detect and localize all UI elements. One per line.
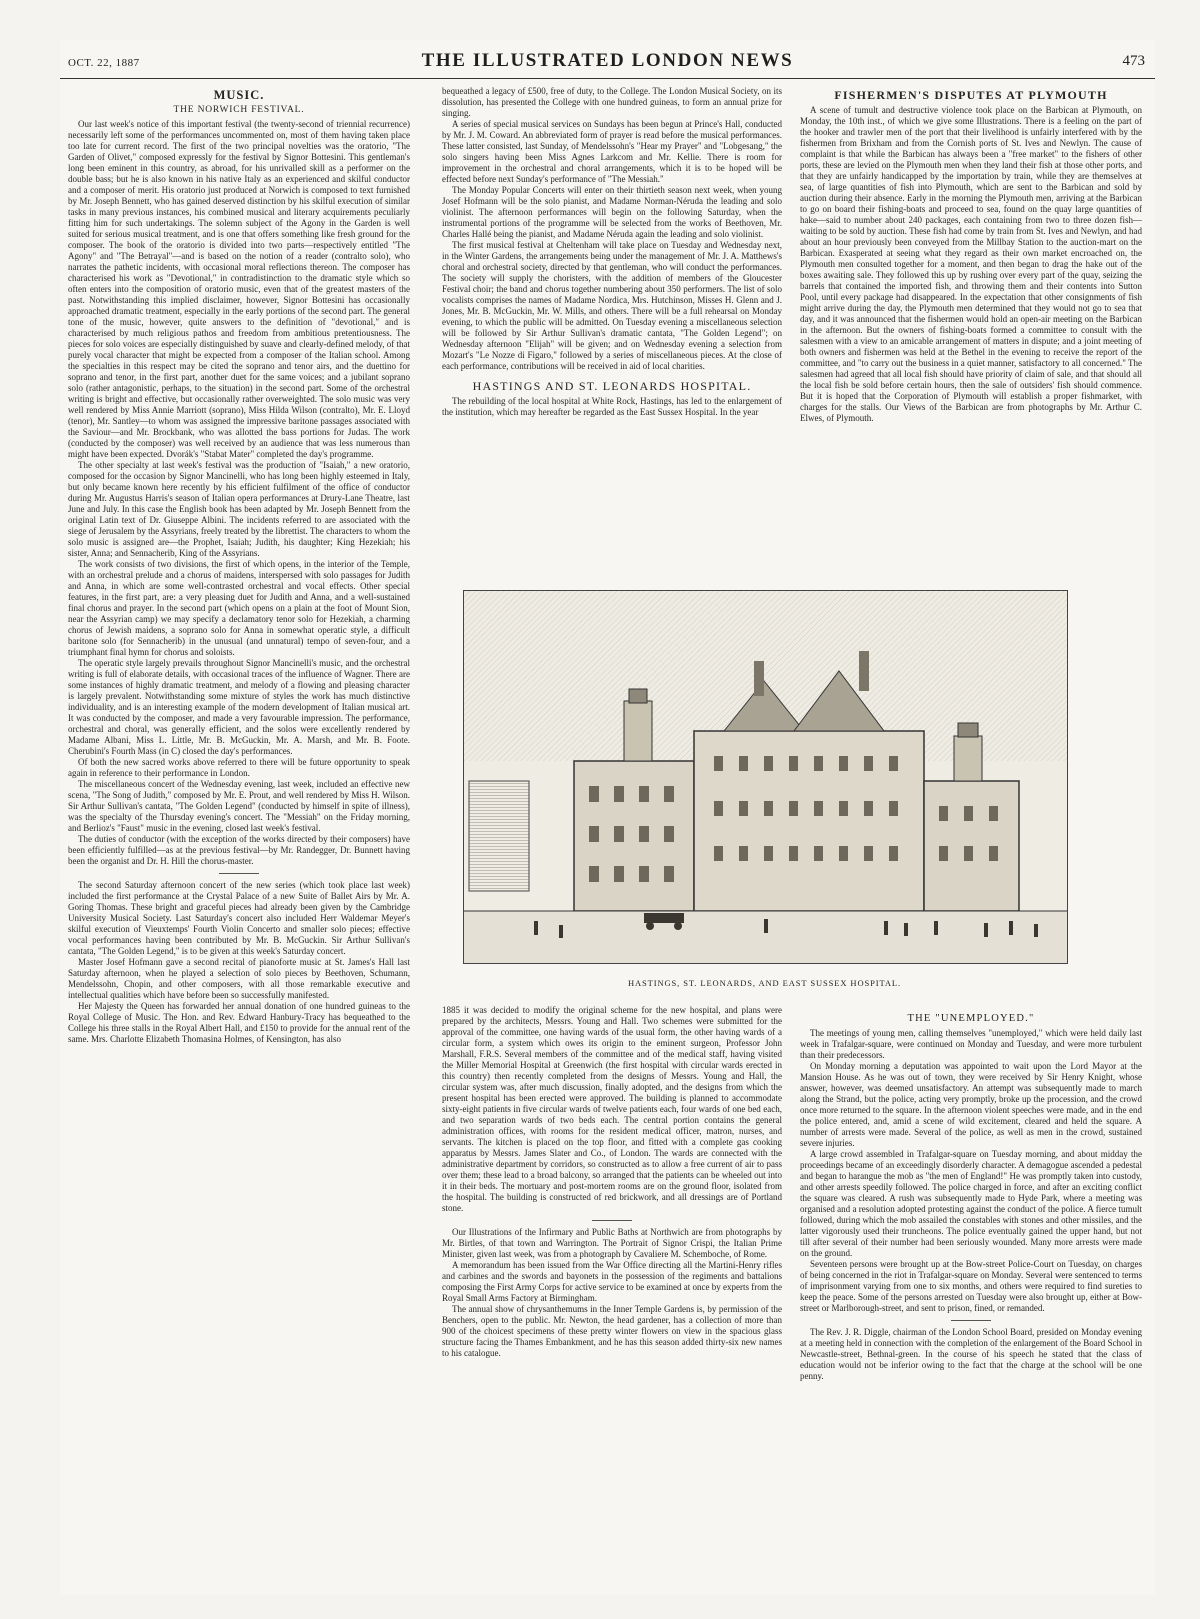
music-continued-column xyxy=(442,86,782,566)
norwich-festival-subheading: THE NORWICH FESTIVAL. xyxy=(173,105,305,115)
music-heading: MUSIC. xyxy=(213,88,265,102)
fishermen-heading: FISHERMEN'S DISPUTES AT PLYMOUTH xyxy=(834,88,1108,102)
article-paragraph: The rebuilding of the local hospital at White Rock, Hastings, has led to the enlargement of the institution, which may hereafter be regarded as the East Sussex Hospital. In the year xyxy=(442,396,782,417)
article-paragraph: 1885 it was decided to modify the original scheme for the new hospital, and plans were prepared by the architects, Messrs. Young and Hall. Two schemes were submitted for the approval of the committee, one having wards of the usual form, the other having wards of a circular form, a system which owes its origin to the eminent surgeon, Professor John Marshall, F.R.S. Several members of the committee and of the medical staff, having visited the Miller Memorial Hospital at Greenwich (the first hospital with circular wards erected in this country) then recently completed from the designs of Messrs. Young and Hall, the circular system was, after much discussion, finally adopted, and the designs from which the present hospital has been erected were approved. The building is planned to accommodate sixty-eight patients in five circular wards of twelve patients each, four wards of one bed each, and two separation wards of two beds each. The central portion contains the general administration offices, with rooms for the resident medical officer, matron, nurses, and servants. The kitchen is placed on the top floor, and fitted with a complete gas cooking apparatus by Messrs. James Slater and Co., of London. The wards are connected with the administrative department by corridors, so constructed as to allow a free current of air to pass over them; these lead to a broad balcony, so arranged that the patients can be wheeled out into it in their beds. The mortuary and post-mortem rooms are on the ground floor, isolated from the hospital. The building is constructed of red brickwork, and all dressings are of Portland stone. xyxy=(442,1005,782,1213)
article-paragraph: A large crowd assembled in Trafalgar-square on Tuesday morning, and about midday the proceedings became of an exceedingly disorderly character. A demagogue ascended a pedestal and began to harangue the mob as "the men of England!" He was promptly taken into custody, and other arrests speedily followed. The police charged in force, and after an exciting conflict the square was cleared. A rush was subsequently made to Hyde Park, where a meeting was organised and a resolution adopted protesting against the conduct of the police. A fierce tumult followed, during which the mob assailed the constables with stones and other missiles, and the latter vigorously used their truncheons. The police eventually gained the upper hand, but not till after several of their number had been seriously wounded. Many more arrests were made on the ground. xyxy=(800,1149,1142,1258)
hospital-continued-column xyxy=(442,1005,782,1593)
article-paragraph: The work consists of two divisions, the first of which opens, in the interior of the Temple, with an orchestral prelude and a chorus of maidens, interspersed with solo passages for Judith and Anna, in which are some well-contrasted orchestral and vocal effects. Other special features, in the first part, are: a very pleasing duet for Judith and Anna, and a well-sustained final chorus and prayer. In the second part (which opens on a plain at the foot of Mount Sion, near the Assyrian camp) we may specify a declamatory tenor solo for Hezekiah, a charming chorus of Jewish maidens, a soprano solo for Anna in somewhat operatic style, a difficult baritone solo (for Sennacherib) in the unusual (and unnatural) tempo of seven-four, and a triumphant final hymn for chorus and soloists. xyxy=(68,559,410,657)
hospital-engraving xyxy=(464,591,1067,963)
article-paragraph: Her Majesty the Queen has forwarded her annual donation of one hundred guineas to the Royal College of Music. The Hon. and Rev. Edward Hanbury-Tracy has bequeathed to the College his three stalls in the Royal Albert Hall, and £150 to provide for the annual rent of the same. Mrs. Charlotte Elizabeth Thomasina Holmes, of Kensington, has also xyxy=(68,1001,410,1044)
article-paragraph: The Rev. J. R. Diggle, chairman of the London School Board, presided on Monday evening at a meeting held in connection with the completion of the enlargement of the Board School in Newcastle-street, Bethnal-green. In the course of his speech he stated that the class of education would not be inferior owing to the fact that the charge at the school will be one penny. xyxy=(800,1327,1142,1381)
article-paragraph: The other specialty at last week's festival was the production of "Isaiah," a new oratorio, composed for the occasion by Signor Mancinelli, who has long been highly esteemed in Italy, but only became known here recently by his efficient fulfilment of the office of conductor during Mr. Augustus Harris's season of Italian opera performances at Drury-Lane Theatre, last June and July. In this case the English book has been adapted by Mr. Joseph Bennett from the original Latin text of Dr. Giuseppe Albini. The incidents referred to are associated with the siege of Jerusalem by the Assyrians, freely treated by the librettist. The characters to whom the solo music is assigned are—the Prophet, Isaiah; Judith, his daughter; King Hezekiah; his sister, Anna; and Sennacherib, King of the Assyrians. xyxy=(68,460,410,558)
article-paragraph: Master Josef Hofmann gave a second recital of pianoforte music at St. James's Hall last Saturday afternoon, when he played a selection of solo pieces by Beethoven, Schumann, Mendelssohn, Chopin, and other composers, with all those remarkable executive and intellectual qualities which have before been so successfully manifested. xyxy=(68,957,410,1000)
article-paragraph: The operatic style largely prevails throughout Signor Mancinelli's music, and the orchestral writing is full of elaborate details, with occasional traces of the influence of Wagner. There are some instances of highly dramatic treatment, and melody of a flowing and pleasing character is largely prevalent. Notwithstanding some mixture of styles the work has much distinctive individuality, and is an interesting example of the modern development of Italian musical art. It was conducted by the composer, and made a very favourable impression. The performance, orchestral and choral, was generally efficient, and the solos were excellently rendered by Madame Albani, Miss L. Little, Mr. B. McGuckin, Mr. A. Marsh, and Mr. B. Foote. Cherubini's Fourth Mass (in C) closed the day's performances. xyxy=(68,658,410,756)
newspaper-title: THE ILLUSTRATED LONDON NEWS xyxy=(421,50,794,71)
article-paragraph: On Monday morning a deputation was appointed to wait upon the Lord Mayor at the Mansion House. As he was out of town, they were received by Sir Henry Knight, whose answer, however, was deemed unsatisfactory. An attempt was subsequently made to march along the Strand, but the police, acting very promptly, broke up the procession, and the crowd once more returned to the square. In the afternoon violent speeches were made, and in the end the police entered, and, amid a scene of wild excitement, cleared and held the square. A number of arrests were made. Several of the police, as well as men in the crowd, sustained severe injuries. xyxy=(800,1061,1142,1148)
article-paragraph: A series of special musical services on Sundays has been begun at Prince's Hall, conducted by Mr. J. M. Coward. An abbreviated form of prayer is read before the musical performances. These latter consisted, last Sunday, of Mendelssohn's "Hear my Prayer" and "Lobgesang," the solo singers having been Miss Agnes Larkcom and Mr. Kellie. There is room for improvement in the orchestral and choral arrangements, which it is to be hoped will be effected before next Sunday's performance of "The Messiah." xyxy=(442,119,782,184)
section-divider xyxy=(219,873,259,874)
article-paragraph: Our last week's notice of this important festival (the twenty-second of triennial recurrence) necessarily left some of the performances uncommented on, most of them having taken place too late for current record. The first of the two principal novelties was the oratorio, "The Garden of Olivet," composed expressly for the festival by Signor Bottesini. This gentleman's long been eminent in this country, as abroad, for his unrivalled skill as a performer on the double bass; but he is also known in his native Italy as an experienced and skilful conductor and a composer of merit. His oratorio just produced at Norwich is composed to text furnished by Mr. Joseph Bennett, who has gained deserved distinction by his skilful execution of similar tasks in many previous instances, his combined musical and literary acquirements peculiarly fitting him for such undertakings. The solemn subject of the Agony in the Garden is well suited for serious musical treatment, and is one that offers something like fresh ground for the composer. The book of the oratorio is divided into two parts—respectively entitled "The Agony" and "The Betrayal"—and is based on the notion of a reader (contralto solo), who narrates the pathetic incidents, with occasional moral reflections thereon. The composer has characterised his work as "Devotional," in contradistinction to the dramatic style which so often enters into the composition of oratorio music, even that of the greatest masters of the past. Notwithstanding this implied disclaimer, however, Signor Bottesini has occasionally approached dramatic treatment, especially in the early portions of the second part. The general tone of the music, however, quite answers to the definition of "devotional," and is characterised by much religious pathos and freedom from ambitious pretentiousness. The pieces for solo voices are especially distinguished by suave and clearly-defined melody, of that purely vocal character that might be expected from a composer of the Italian school. Among the specialties in this respect may be cited the soprano and tenor airs, and the duettino for soprano and tenor, in the first part, another duet for the same voices; and a jubilant soprano solo (rather antagonistic, perhaps, to the situation) in the second part. Some of the orchestral writing is bright and effective, but occasionally rather overweighted. The solo music was very well rendered by Miss Annie Marriott (soprano), Miss Hilda Wilson (contralto), Mr. E. Lloyd (tenor), Mr. Santley—to whom was assigned the impressive baritone passages associated with the Saviour—and Mr. Brockbank, who was allotted the bass portions for Judas. The work (conducted by the composer) was well received by an audience that was less numerous than might have been expected. Dvorák's "Stabat Mater" completed the day's programme. xyxy=(68,119,410,459)
article-paragraph: The first musical festival at Cheltenham will take place on Tuesday and Wednesday next, in the Winter Gardens, the arrangements being under the management of Mr. J. A. Matthews's choral and orchestral society, directed by that gentleman, who will conduct the performances. The society will supply the choristers, with the addition of members of the Gloucester Festival choir; the band and chorus together numbering about 350 performers. The list of solo vocalists comprises the names of Madame Nordica, Mrs. Hutchinson, Misses H. Glenn and J. Jones, Mr. B. McGuckin, Mr. W. Mills, and others. There will be a full rehearsal on Monday evening, to which the public will be admitted. On Tuesday evening a miscellaneous selection will be followed by Sir Arthur Sullivan's dramatic cantata, "The Golden Legend"; on Wednesday afternoon "Elijah" will be given; and on Wednesday evening a selection from Mozart's "Le Nozze di Figaro," followed by a series of miscellaneous pieces. At the close of each performance, contributions will be received in aid of local charities. xyxy=(442,240,782,371)
unemployed-heading: THE "UNEMPLOYED." xyxy=(907,1013,1035,1024)
article-paragraph: The duties of conductor (with the exception of the works directed by their composers) have been efficiently fulfilled—as at the previous festival—by Mr. Randegger, Dr. Bunnett having been the organist and Dr. H. Hill the chorus-master. xyxy=(68,834,410,866)
issue-date: OCT. 22, 1887 xyxy=(68,57,140,69)
illustration-caption: HASTINGS, ST. LEONARDS, AND EAST SUSSEX HOSPITAL. xyxy=(627,978,902,988)
page-number: 473 xyxy=(1122,53,1145,69)
newspaper-page xyxy=(60,40,1155,1595)
article-paragraph: Of both the new sacred works above referred to there will be future opportunity to speak again in reference to their performance in London. xyxy=(68,757,410,778)
hospital-heading: HASTINGS AND ST. LEONARDS HOSPITAL. xyxy=(472,379,752,393)
hospital-illustration xyxy=(463,590,1068,964)
article-paragraph: The Monday Popular Concerts will enter on their thirtieth season next week, when young Josef Hofmann will be the solo pianist, and Madame Norman-Néruda the leading and solo violinist. The afternoon performances will begin on the following Saturday, when the instrumental portions of the programme will be selected from the works of Beethoven, Mr. Charles Hallé being the pianist, and Madame Néruda again the leading and solo violinist. xyxy=(442,185,782,239)
music-column xyxy=(68,86,410,1594)
article-paragraph: The meetings of young men, calling themselves "unemployed," which were held daily last week in Trafalgar-square, were continued on Monday and Tuesday, and were more turbulent than their predecessors. xyxy=(800,1028,1142,1060)
masthead xyxy=(60,40,1155,79)
article-paragraph: Our Illustrations of the Infirmary and Public Baths at Northwich are from photographs by Mr. Birtles, of that town and Warrington. The Portrait of Signor Crispi, the Italian Prime Minister, given last week, was from a photograph by Cavaliere M. Schemboche, of Rome. xyxy=(442,1227,782,1259)
section-divider xyxy=(592,1220,632,1221)
article-paragraph: Seventeen persons were brought up at the Bow-street Police-Court on Tuesday, on charges of being concerned in the riot in Trafalgar-square on Monday. Several were sentenced to terms of imprisonment varying from one to six months, and others were required to find sureties to keep the peace. Some of the persons arrested on Tuesday were also brought up, either at Bow-street or Marlborough-street, and sent to prison, fined, or remanded. xyxy=(800,1259,1142,1313)
fishermen-column xyxy=(800,86,1142,576)
article-paragraph: A scene of tumult and destructive violence took place on the Barbican at Plymouth, on Monday, the 10th inst., of which we give some Illustrations. There is a feeling on the part of the hooker and trawler men of the port that their livelihood is unfairly interfered with by the fishermen from Brixham and from the Cornish ports of St. Ives and Newlyn. The cause of complaint is that while the Barbican has always been a "free market" to the fishers of other ports, these are levied on the Plymouth men when they land their fish at those other ports, and that they are unfairly handicapped by the importation by train, while they are themselves at sea, of large quantities of fish into Plymouth, which are sent to the Barbican and sold by auction during their absence. Early in the morning the Plymouth men, arriving at the Barbican to go on board their fishing-boats and proceed to sea, found on the quay large quantities of hake—said to number about 240 packages, each containing from two to three dozen fish—waiting to be sold by auction. These fish had come by train from St. Ives and Newlyn, and had about an hour previously been conveyed from the Millbay Station to the auction-mart on the Barbican. Exasperated at seeing what they regard as their own market encroached on, the Plymouth men consulted together for a moment, and then began to drag the hake out of the boxes awaiting sale. They followed this up by rushing over every part of the quay, seizing the barrels that contained the imported fish, and throwing them and their contents into Sutton Pool, until every package had disappeared. In the expectation that other consignments of fish might arrive during the day, the Plymouth men determined that they would not go to sea that day, and it was announced that the fishermen would hold an open-air meeting on the Barbican in the afternoon. But the owners of fishing-boats formed a committee to consult with the salesmen with a view to an amicable arrangement of matters in dispute; and a joint meeting of both owners and fishermen was held at the Bethel in the evening to receive the report of the committee, and "to carry out the business in a quiet manner, satisfactory to all concerned." The salesmen had agreed that all local fish should have priority of claim of sale, and that should all the local fish be sold before certain hours, then the sale of outsiders' fish should commence. But it is hoped that the Corporation of Plymouth will establish a proper fishmarket, with charges for the stalls. Our Views of the Barbican are from photographs by Mr. Arthur C. Elwes, of Plymouth. xyxy=(800,105,1142,423)
unemployed-column xyxy=(800,1010,1142,1593)
article-paragraph: The miscellaneous concert of the Wednesday evening, last week, included an effective new scena, "The Song of Judith," composed by Mr. E. Prout, and well rendered by Miss H. Wilson. Sir Arthur Sullivan's cantata, "The Golden Legend" (conducted by himself in spite of illness), was the specialty of the Thursday evening's concert. The "Messiah" on the Friday morning, and Berlioz's "Faust" music in the evening, closed last week's festival. xyxy=(68,779,410,833)
article-paragraph: The annual show of chrysanthemums in the Inner Temple Gardens is, by permission of the Benchers, open to the public. Mr. Newton, the head gardener, has a collection of more than 900 of the choicest specimens of these pretty winter flowers on view in the spacious glass structure facing the Thames Embankment, and he has this season added thirty-six new names to his catalogue. xyxy=(442,1304,782,1358)
article-paragraph: A memorandum has been issued from the War Office directing all the Martini-Henry rifles and carbines and the swords and bayonets in the possession of the regiments and battalions composing the First Army Corps for active service to be examined at once by experts from the Royal Small Arms Factory at Birmingham. xyxy=(442,1260,782,1303)
article-paragraph: The second Saturday afternoon concert of the new series (which took place last week) included the first performance at the Crystal Palace of a new Suite of Ballet Airs by Mr. A. Goring Thomas. These bright and graceful pieces had already been given by the Cambridge University Musical Society. Last Saturday's concert also included Herr Waldemar Meyer's skilful execution of Vieuxtemps' Fourth Violin Concerto and smaller solo pieces; effective vocal performances having been contributed by Mr. B. McGuckin. Sir Arthur Sullivan's cantata, "The Golden Legend," is to be given at this week's Saturday concert. xyxy=(68,880,410,956)
article-paragraph: bequeathed a legacy of £500, free of duty, to the College. The London Musical Society, on its dissolution, has presented the College with one hundred guineas, to form an annual prize for singing. xyxy=(442,86,782,118)
section-divider xyxy=(951,1320,991,1321)
